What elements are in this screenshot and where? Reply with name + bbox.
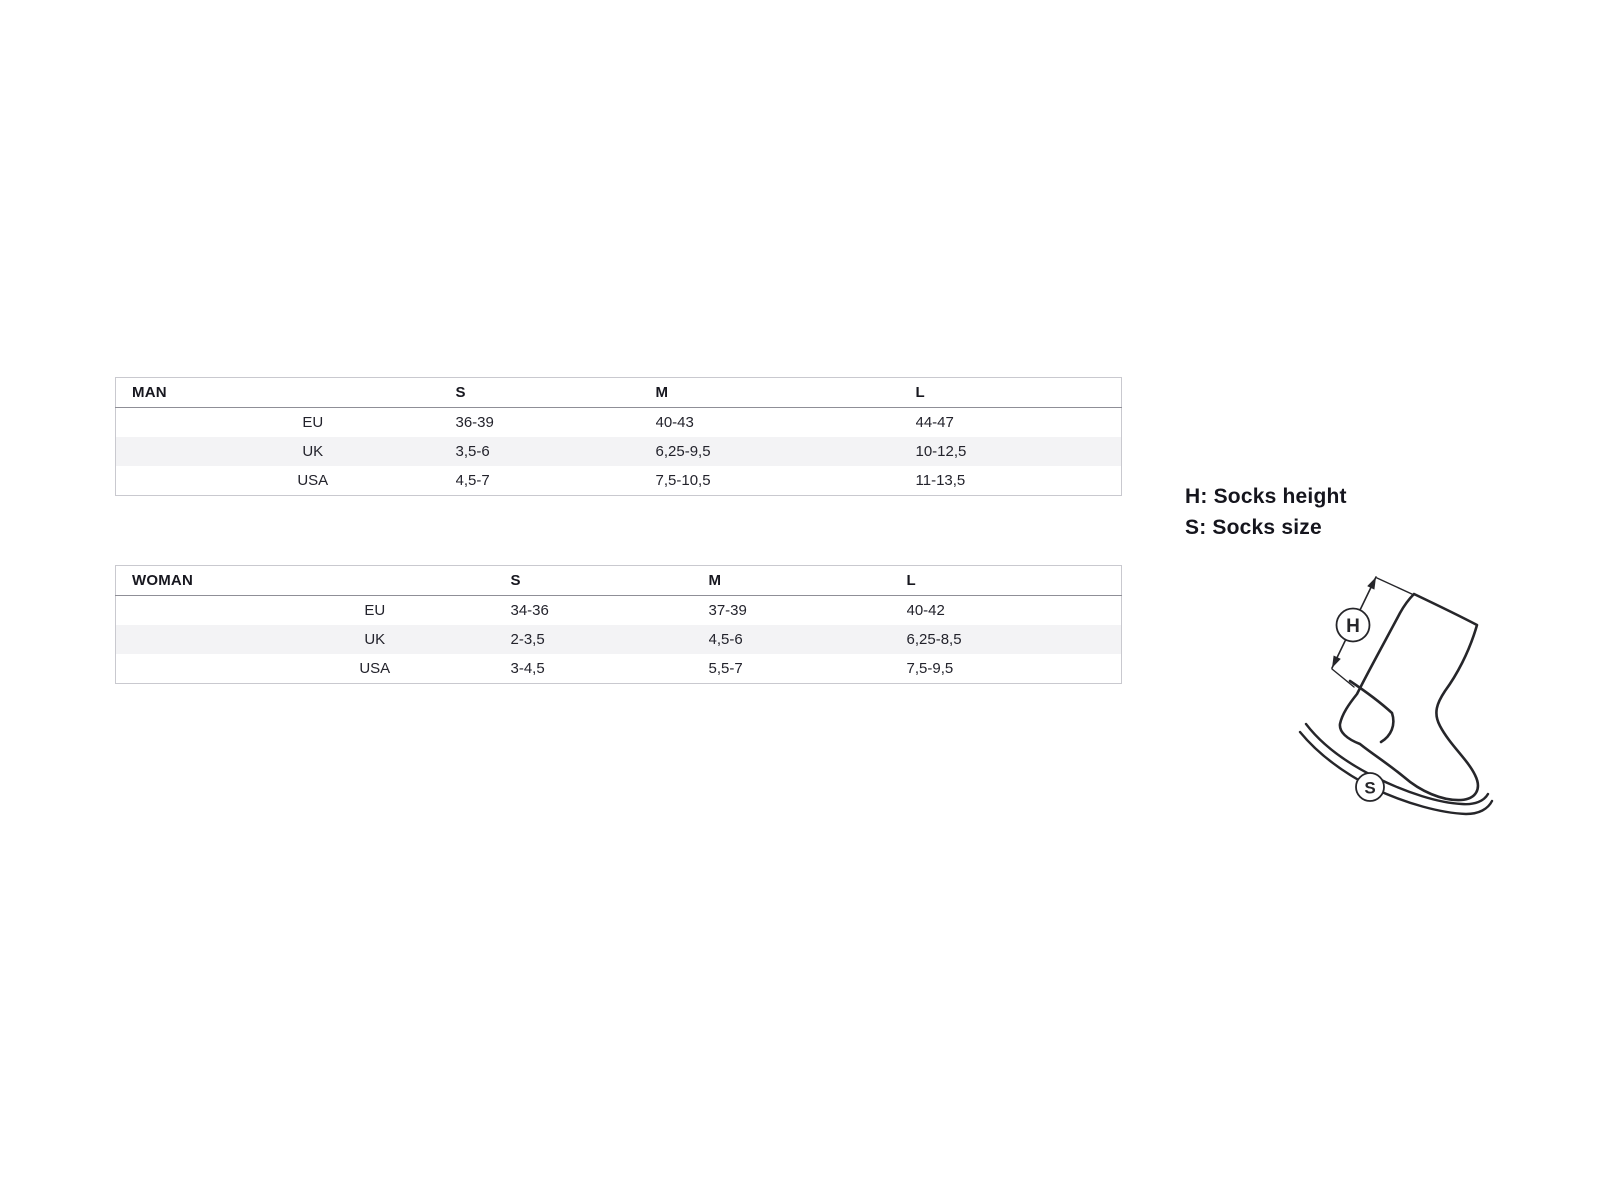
size-chart-woman [115,565,1122,684]
table-row-eu [116,596,1122,626]
table-row-uk [116,437,1122,466]
cell-value: 7,5-10,5 [655,472,711,489]
table-row-uk [116,625,1122,654]
cell-value: 36-39 [455,414,494,431]
arrowhead-top-icon [1367,577,1376,590]
size-chart-man [115,377,1122,496]
table-header-row [116,378,1122,408]
cell-value: 40-43 [655,414,694,431]
s-circle-label: S [1364,778,1376,798]
h-circle-label: H [1346,616,1360,637]
row-label: USA [359,660,391,677]
cell-value: 4,5-7 [455,472,490,489]
cell-value: 4,5-6 [708,631,743,648]
cell-value: 6,25-8,5 [906,631,962,648]
heel-line-icon [1350,681,1393,742]
height-arrow-extension-bottom [1332,669,1354,687]
cell-value: 5,5-7 [708,660,743,677]
column-header-s: S [455,384,466,401]
column-header-m: M [655,384,669,401]
height-arrow-extension-top [1377,578,1414,595]
cell-value: 3,5-6 [455,443,490,460]
cell-value: 37-39 [708,602,747,619]
table-row-usa [116,654,1122,684]
cell-value: 6,25-9,5 [655,443,711,460]
insole-lower-line-icon [1300,732,1492,814]
cell-value: 2-3,5 [510,631,545,648]
legend [1185,481,1347,543]
row-label: EU [302,414,324,431]
row-label: USA [297,472,329,489]
cell-value: 10-12,5 [915,443,967,460]
sock-diagram [1270,548,1500,820]
cell-value: 3-4,5 [510,660,545,677]
row-label: EU [364,602,386,619]
table-title-man: MAN [132,384,167,401]
column-header-l: L [915,384,925,401]
cell-value: 34-36 [510,602,549,619]
cell-value: 44-47 [915,414,954,431]
cell-value: 11-13,5 [915,472,966,489]
legend-line-size: S: Socks size [1185,516,1322,539]
row-label: UK [302,443,324,460]
column-header-l: L [906,572,916,589]
legend-line-height: H: Socks height [1185,485,1347,508]
table-title-woman: WOMAN [132,572,193,589]
column-header-s: S [510,572,521,589]
table-row-usa [116,466,1122,496]
cell-value: 7,5-9,5 [906,660,954,677]
row-label: UK [364,631,386,648]
arrowhead-bottom-icon [1332,656,1341,669]
table-header-row [116,566,1122,596]
cell-value: 40-42 [906,602,945,619]
column-header-m: M [708,572,722,589]
table-row-eu [116,408,1122,438]
